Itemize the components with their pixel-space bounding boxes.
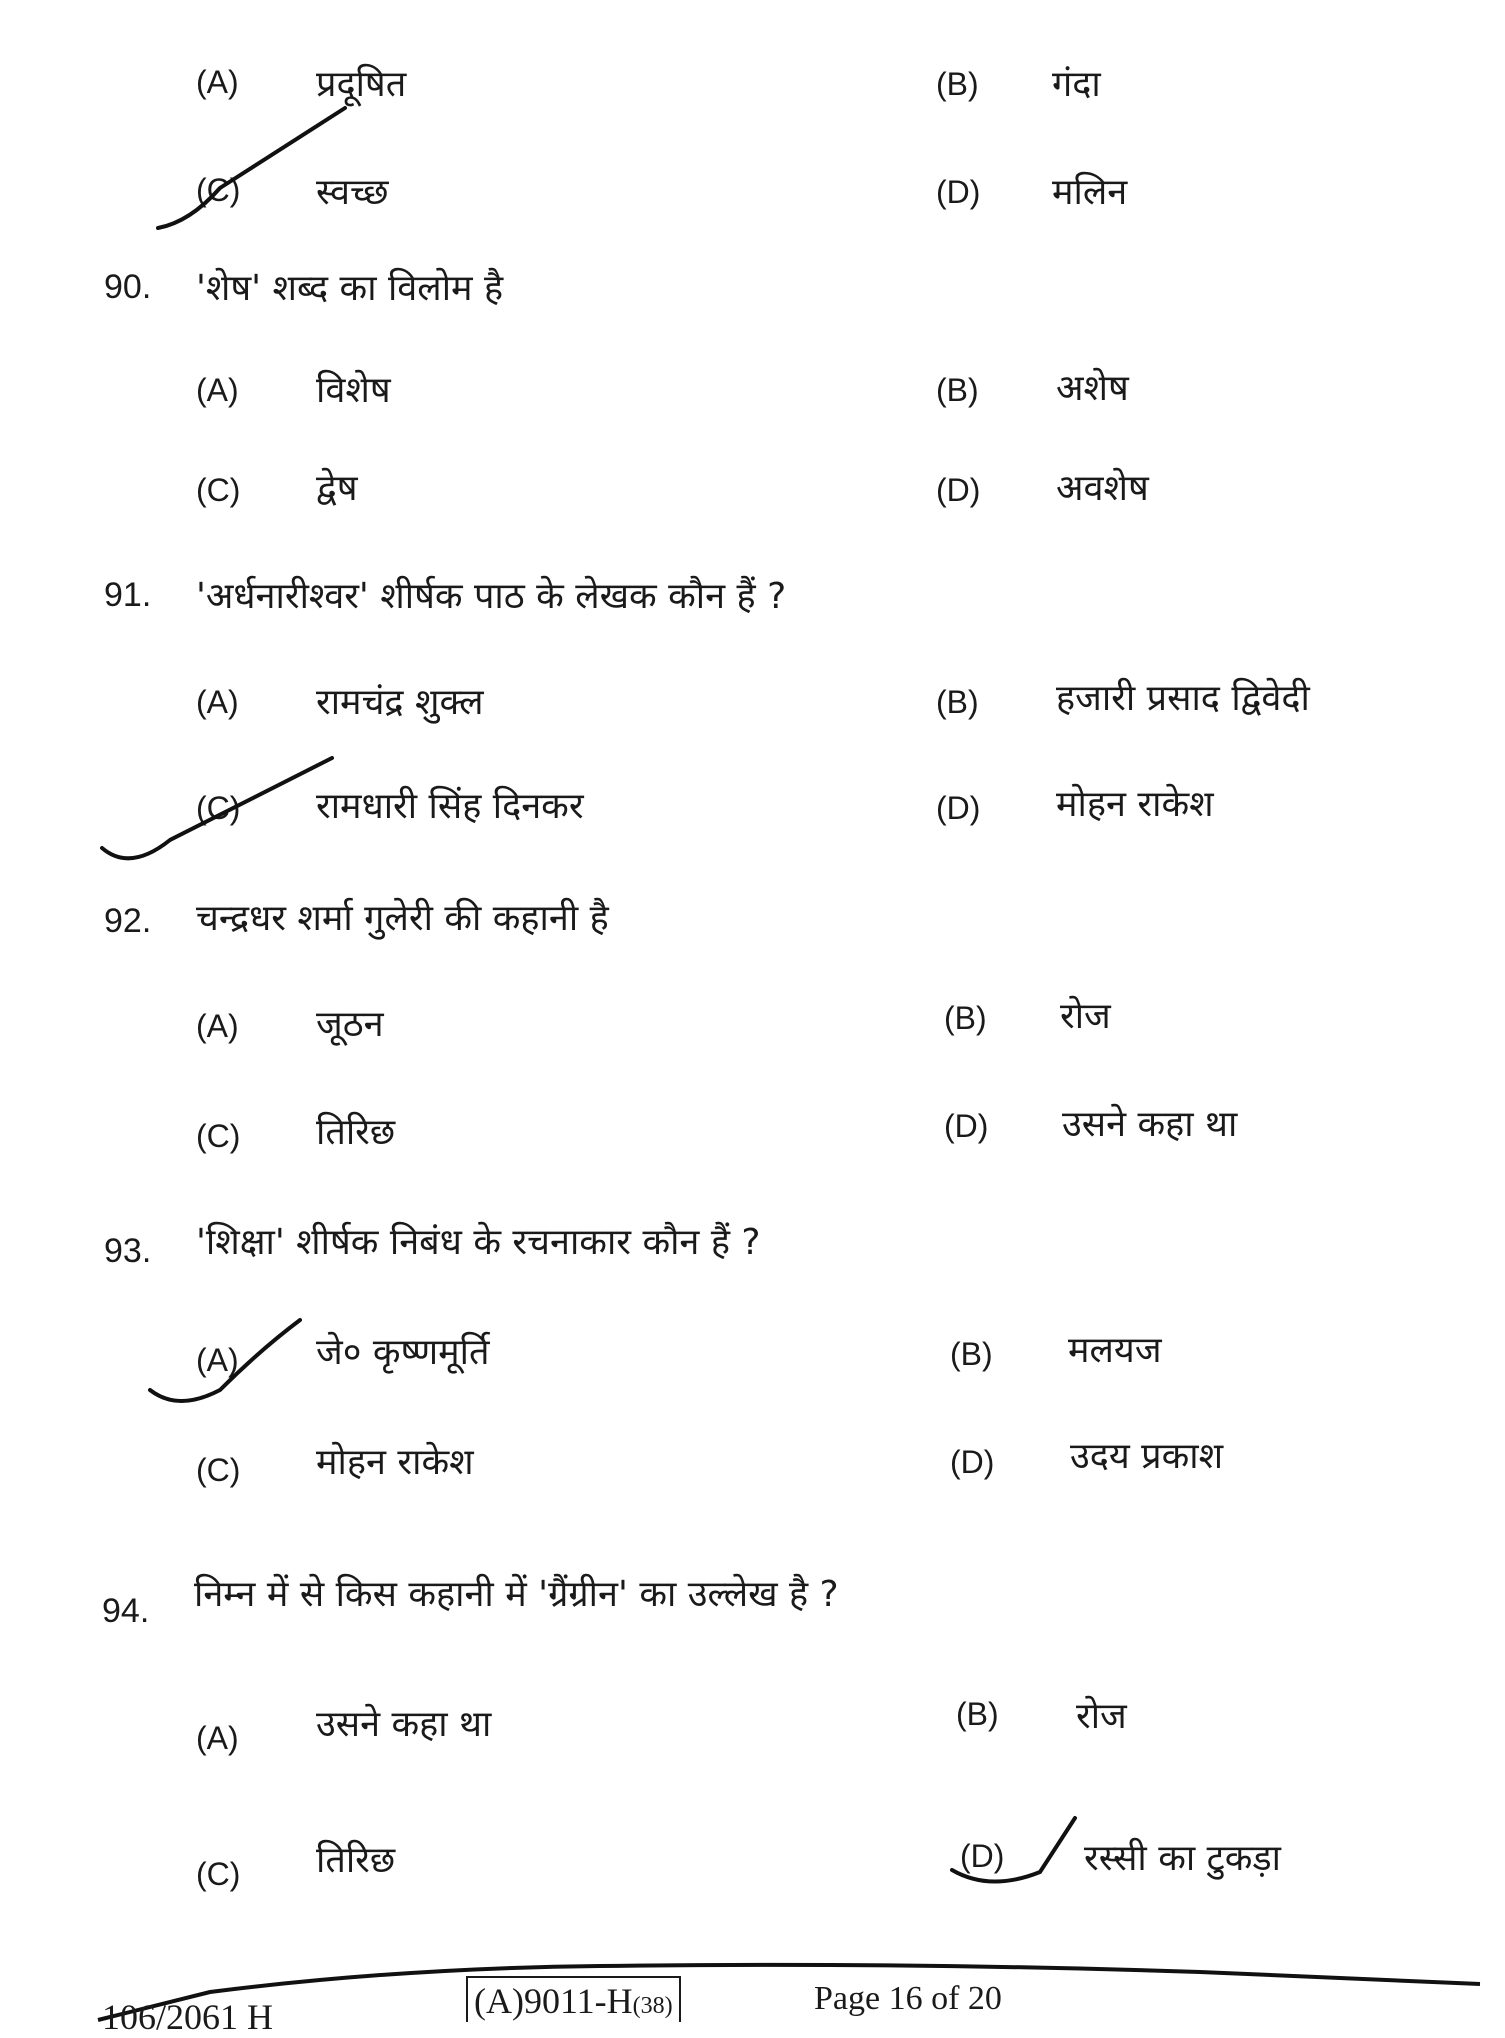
option-text: उसने कहा था <box>316 1704 492 1745</box>
option-label: (B) <box>950 1336 993 1372</box>
option-label: (D) <box>950 1444 995 1480</box>
option-text: रोज <box>1060 996 1111 1037</box>
option-text: रस्सी का टुकड़ा <box>1084 1838 1281 1879</box>
option-label: (C) <box>196 790 241 826</box>
option-text: तिरिछ <box>316 1840 396 1881</box>
option-label: (D) <box>944 1108 989 1144</box>
option-label: (B) <box>936 66 979 102</box>
option-text: अवशेष <box>1056 468 1149 509</box>
option-label: (C) <box>196 472 241 508</box>
option-text: विशेष <box>316 370 391 411</box>
option-text: अशेष <box>1056 368 1129 409</box>
set-code: (A)9011-H <box>474 1981 633 2021</box>
option-label: (A) <box>196 64 239 100</box>
option-text: उसने कहा था <box>1062 1104 1238 1145</box>
option-label: (D) <box>960 1838 1005 1874</box>
option-text: जूठन <box>316 1004 384 1045</box>
option-label: (C) <box>196 1118 241 1154</box>
option-label: (D) <box>936 174 981 210</box>
option-text: स्वच्छ <box>316 172 389 213</box>
option-label: (B) <box>956 1696 999 1732</box>
option-text: मलिन <box>1052 172 1128 213</box>
option-label: (B) <box>944 1000 987 1036</box>
footer-rule <box>98 1965 1480 2020</box>
option-text: मोहन राकेश <box>316 1442 474 1483</box>
option-text: रामधारी सिंह दिनकर <box>316 786 584 827</box>
page-number: Page 16 of 20 <box>814 1980 1002 2017</box>
paper-code: 106/2061 H <box>102 1997 273 2037</box>
option-text: उदय प्रकाश <box>1070 1436 1224 1477</box>
option-label: (C) <box>196 172 241 208</box>
option-label: (A) <box>196 372 239 408</box>
option-text: जे० कृष्णमूर्ति <box>316 1332 490 1373</box>
option-label: (B) <box>936 684 979 720</box>
question-number: 90. <box>104 268 152 306</box>
question-text: निम्न में से किस कहानी में 'ग्रैंग्रीन' का उल्लेख है ? <box>194 1574 839 1615</box>
option-text: तिरिछ <box>316 1112 396 1153</box>
option-label: (C) <box>196 1452 241 1488</box>
question-number: 94. <box>102 1592 150 1630</box>
question-number: 91. <box>104 576 152 614</box>
option-text: हजारी प्रसाद द्विवेदी <box>1056 678 1310 719</box>
option-label: (A) <box>196 684 239 720</box>
option-label: (C) <box>196 1856 241 1892</box>
option-text: गंदा <box>1052 64 1101 105</box>
option-text: मोहन राकेश <box>1056 784 1214 825</box>
option-label: (A) <box>196 1008 239 1044</box>
question-text: 'शिक्षा' शीर्षक निबंध के रचनाकार कौन हैं ? <box>196 1222 761 1263</box>
option-text: रामचंद्र शुक्ल <box>316 682 484 723</box>
option-label: (B) <box>936 372 979 408</box>
set-code-box <box>466 1976 681 2022</box>
question-text: चन्द्रधर शर्मा गुलेरी की कहानी है <box>196 898 609 939</box>
question-number: 93. <box>104 1232 152 1270</box>
question-number: 92. <box>104 902 152 940</box>
option-text: रोज <box>1076 1696 1127 1737</box>
option-text: मलयज <box>1068 1330 1162 1371</box>
option-text: द्वेष <box>316 468 358 509</box>
question-text: 'शेष' शब्द का विलोम है <box>196 268 504 309</box>
option-label: (D) <box>936 472 981 508</box>
question-text: 'अर्धनारीश्वर' शीर्षक पाठ के लेखक कौन हैं ? <box>196 576 787 617</box>
set-code-suffix: (38) <box>632 1993 673 2019</box>
option-label: (D) <box>936 790 981 826</box>
option-label: (A) <box>196 1342 239 1378</box>
option-label: (A) <box>196 1720 239 1756</box>
option-text: प्रदूषित <box>316 64 407 105</box>
